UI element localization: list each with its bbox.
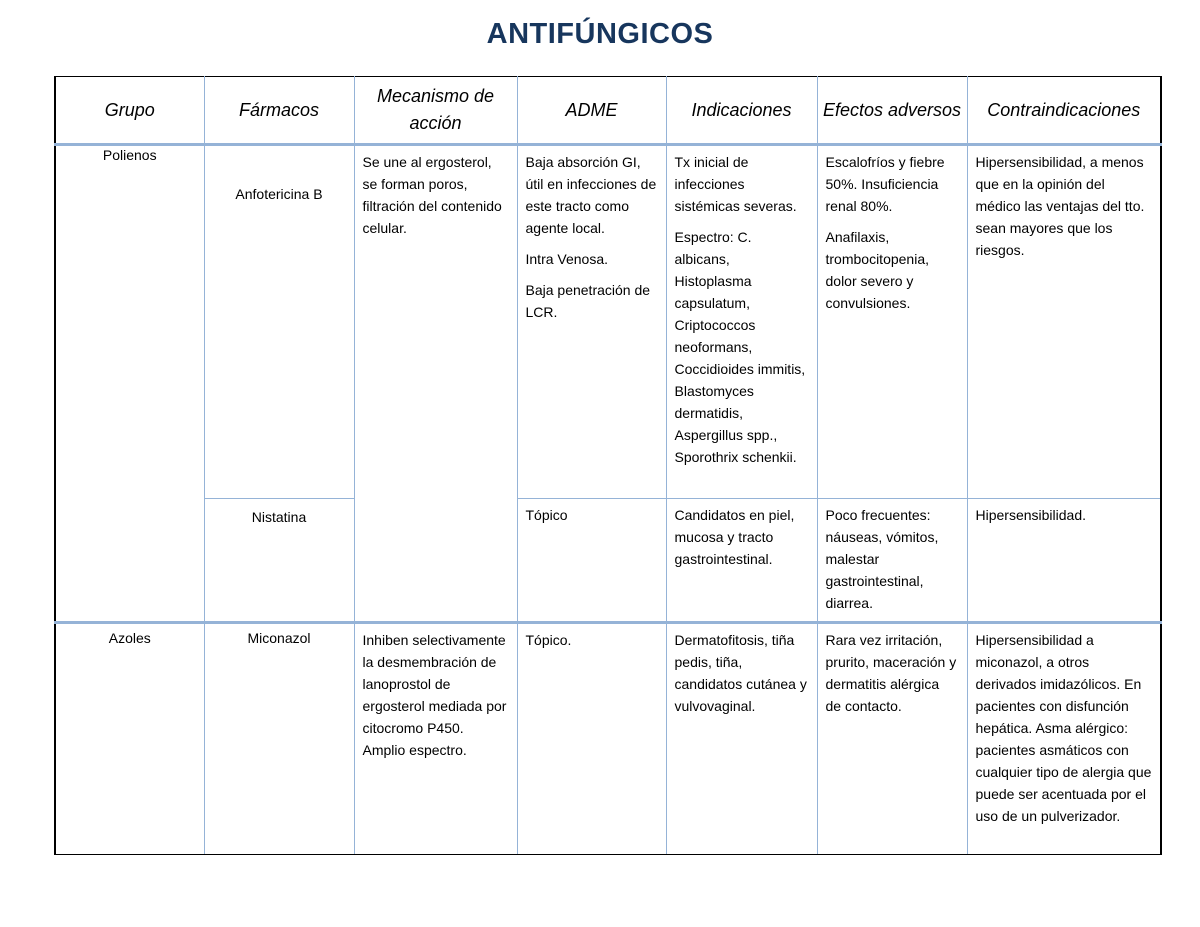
cell-indicaciones-anfotericina [666, 145, 817, 499]
cell-adme-miconazol: Tópico. [517, 623, 666, 855]
indicaciones-anfotericina-2: Espectro: C. albicans, Histoplasma capsulatum, Criptococcos neoformans, Coccidioides immitis, Blastomyces dermatidis, Aspergillus spp., Sporothrix schenkii. [674, 229, 806, 465]
cell-mecanismo-polienos: Se une al ergosterol, se forman poros, filtración del contenido celular. [354, 145, 517, 623]
row-anfotericina [55, 145, 1161, 499]
antifungal-table [54, 76, 1162, 855]
efectos-anfotericina-1: Escalofríos y fiebre 50%. Insuficiencia renal 80%. [825, 154, 945, 214]
adme-anfotericina-3: Baja penetración de LCR. [525, 282, 651, 320]
cell-farmaco-nistatina: Nistatina [204, 499, 354, 623]
adme-anfotericina-1: Baja absorción GI, útil en infecciones de este tracto como agente local. [525, 154, 657, 236]
header-farmacos: Fármacos [204, 77, 354, 145]
cell-farmaco-miconazol: Miconazol [204, 623, 354, 855]
cell-adme-nistatina: Tópico [517, 499, 666, 623]
cell-adme-anfotericina [517, 145, 666, 499]
row-nistatina [55, 499, 1161, 623]
adme-anfotericina-2: Intra Venosa. [525, 251, 609, 267]
header-adme: ADME [517, 77, 666, 145]
cell-indicaciones-nistatina: Candidatos en piel, mucosa y tracto gastrointestinal. [666, 499, 817, 623]
cell-contraindicaciones-nistatina: Hipersensibilidad. [967, 499, 1161, 623]
header-mecanismo: Mecanismo de acción [354, 77, 517, 145]
efectos-anfotericina-2: Anafilaxis, trombocitopenia, dolor severo y convulsiones. [825, 229, 930, 311]
cell-grupo-azoles: Azoles [55, 623, 204, 855]
cell-farmaco-anfotericina: Anfotericina B [204, 145, 354, 499]
cell-efectos-miconazol: Rara vez irritación, prurito, maceración y dermatitis alérgica de contacto. [817, 623, 967, 855]
cell-contraindicaciones-anfotericina: Hipersensibilidad, a menos que en la opinión del médico las ventajas del tto. sean mayores que los riesgos. [967, 145, 1161, 499]
header-grupo: Grupo [55, 77, 204, 145]
cell-efectos-nistatina: Poco frecuentes: náuseas, vómitos, malestar gastrointestinal, diarrea. [817, 499, 967, 623]
cell-efectos-anfotericina [817, 145, 967, 499]
header-row [55, 77, 1161, 145]
cell-indicaciones-miconazol: Dermatofitosis, tiña pedis, tiña, candidatos cutánea y vulvovaginal. [666, 623, 817, 855]
row-miconazol [55, 623, 1161, 855]
header-contraindicaciones: Contraindicaciones [967, 77, 1161, 145]
header-efectos: Efectos adversos [817, 77, 967, 145]
header-indicaciones: Indicaciones [666, 77, 817, 145]
indicaciones-anfotericina-1: Tx inicial de infecciones sistémicas severas. [674, 154, 797, 214]
cell-contraindicaciones-miconazol: Hipersensibilidad a miconazol, a otros derivados imidazólicos. En pacientes con disfunción hepática. Asma alérgico: pacientes asmáticos con cualquier tipo de alergia que puede ser acentuada por el uso de un pulverizador. [967, 623, 1161, 855]
document-title: ANTIFÚNGICOS [486, 18, 714, 50]
cell-mecanismo-azoles: Inhiben selectivamente la desmembración de lanoprostol de ergosterol mediada por citocromo P450. Amplio espectro. [354, 623, 517, 855]
cell-grupo-polienos: Polienos [55, 145, 204, 623]
